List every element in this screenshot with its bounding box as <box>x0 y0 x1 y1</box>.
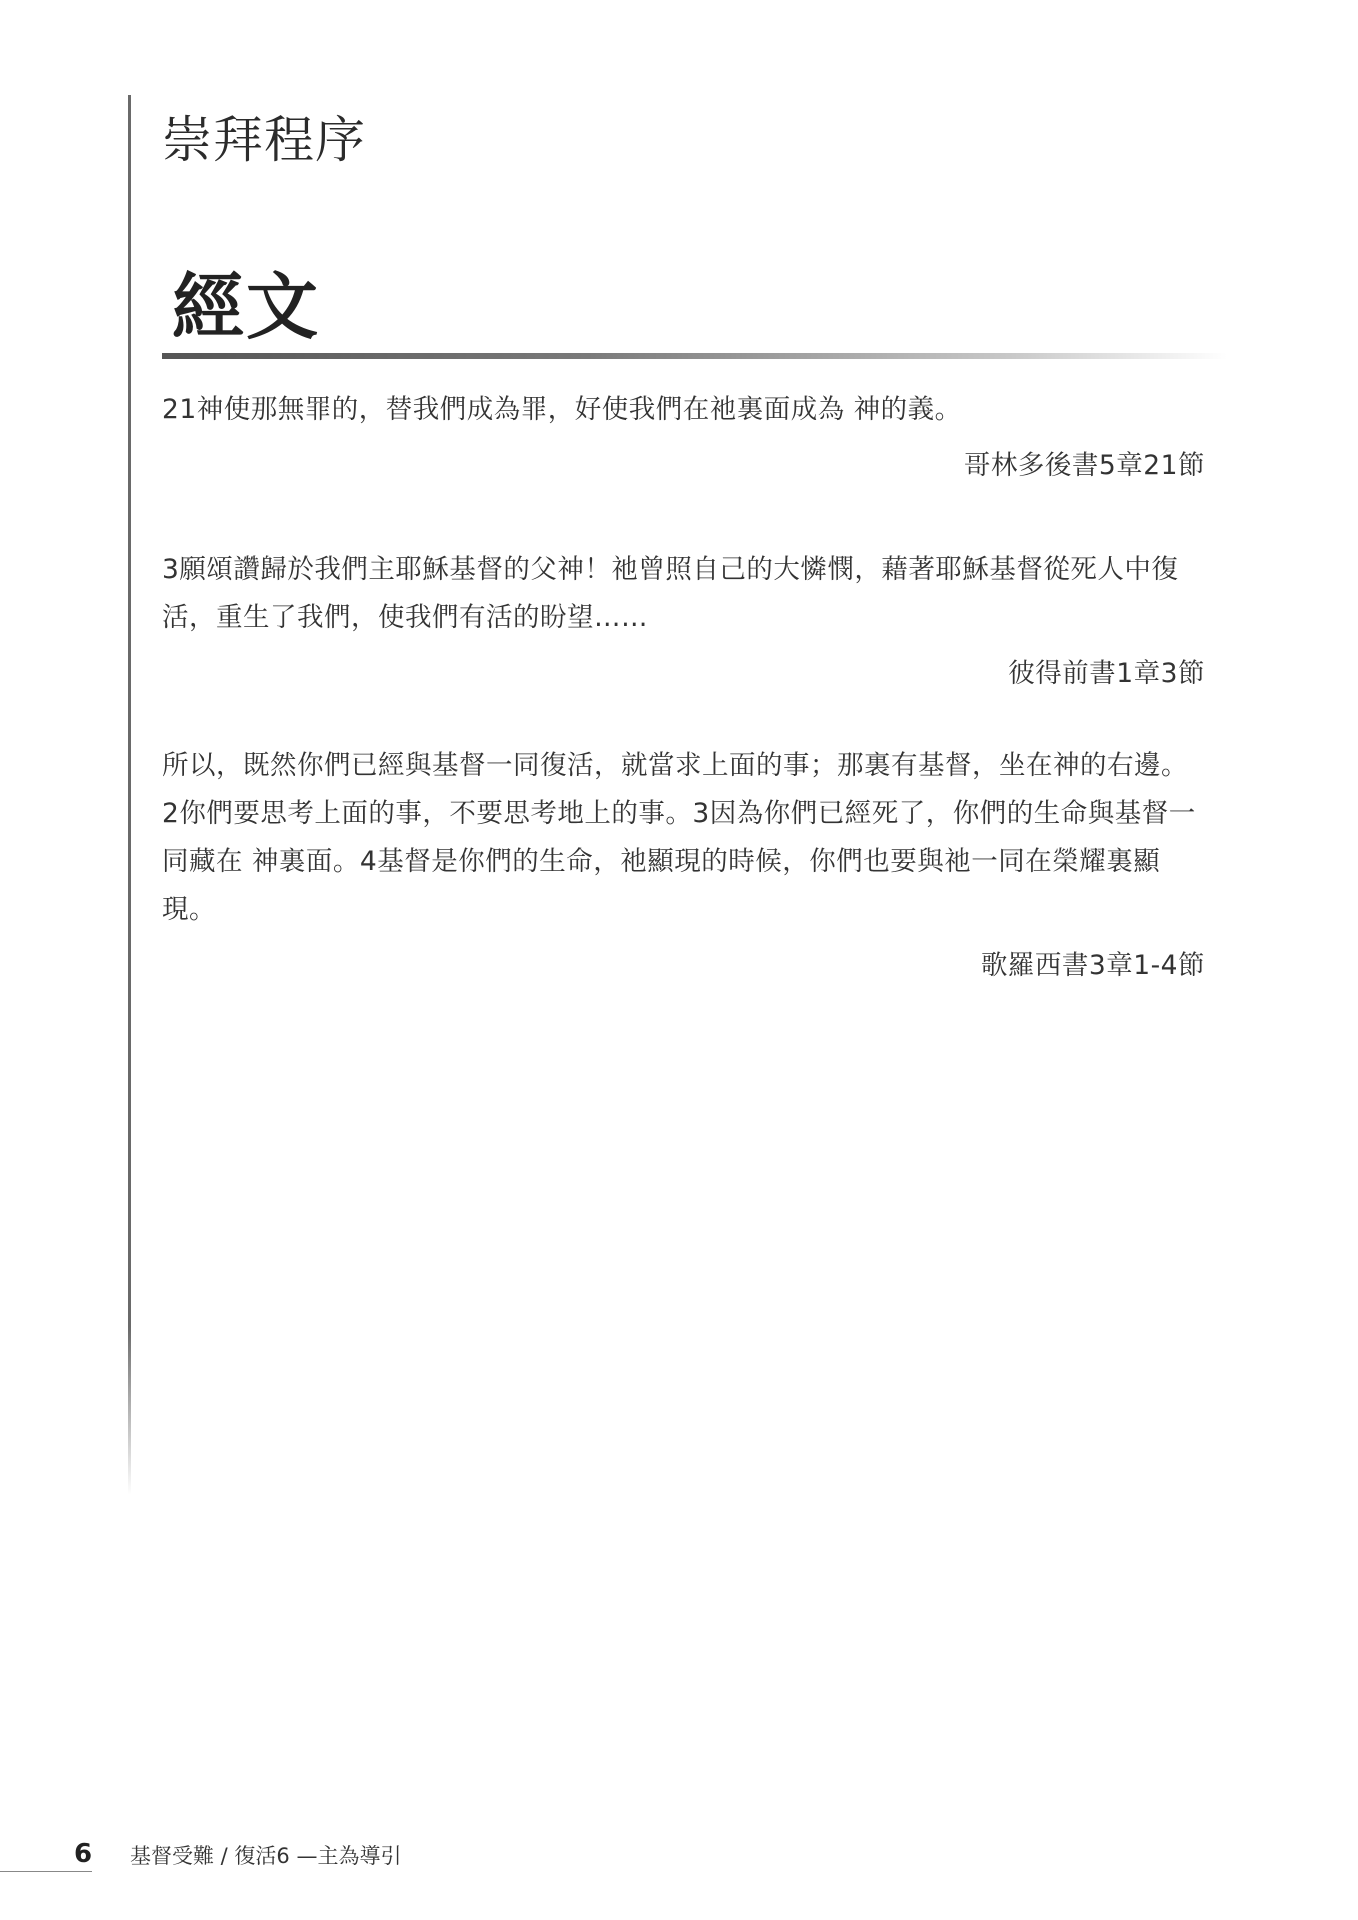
section-divider <box>162 353 1227 359</box>
scripture-reference: 哥林多後書5章21節 <box>963 450 1205 481</box>
scripture-passage-1 <box>162 386 1205 490</box>
left-margin-bar <box>128 95 131 1495</box>
scripture-reference: 彼得前書1章3節 <box>1008 658 1205 689</box>
page-title: 崇拜程序 <box>162 111 366 169</box>
scripture-text: 21神使那無罪的，替我們成為罪，好使我們在祂裏面成為 神的義。 <box>162 394 962 425</box>
footer-rule <box>0 1871 92 1872</box>
scripture-passage-2 <box>162 546 1205 698</box>
page-number: 6 <box>74 1839 93 1869</box>
scripture-passage-3 <box>162 742 1205 990</box>
scripture-text: 所以，既然你們已經與基督一同復活，就當求上面的事；那裏有基督，坐在神的右邊。2你們要思考上面的事，不要思考地上的事。3因為你們已經死了，你們的生命與基督一同藏在 神裏面。4基督是你們的生命，祂顯現的時候，你們也要與祂一同在榮耀裏顯現。 <box>162 750 1196 925</box>
scripture-text: 3願頌讚歸於我們主耶穌基督的父神！祂曾照自己的大憐憫，藉著耶穌基督從死人中復活，重生了我們，使我們有活的盼望…… <box>162 554 1179 633</box>
footer-text: 基督受難 / 復活6 —主為導引 <box>130 1844 402 1868</box>
scripture-reference: 歌羅西書3章1-4節 <box>980 950 1205 981</box>
section-title: 經文 <box>172 265 321 349</box>
